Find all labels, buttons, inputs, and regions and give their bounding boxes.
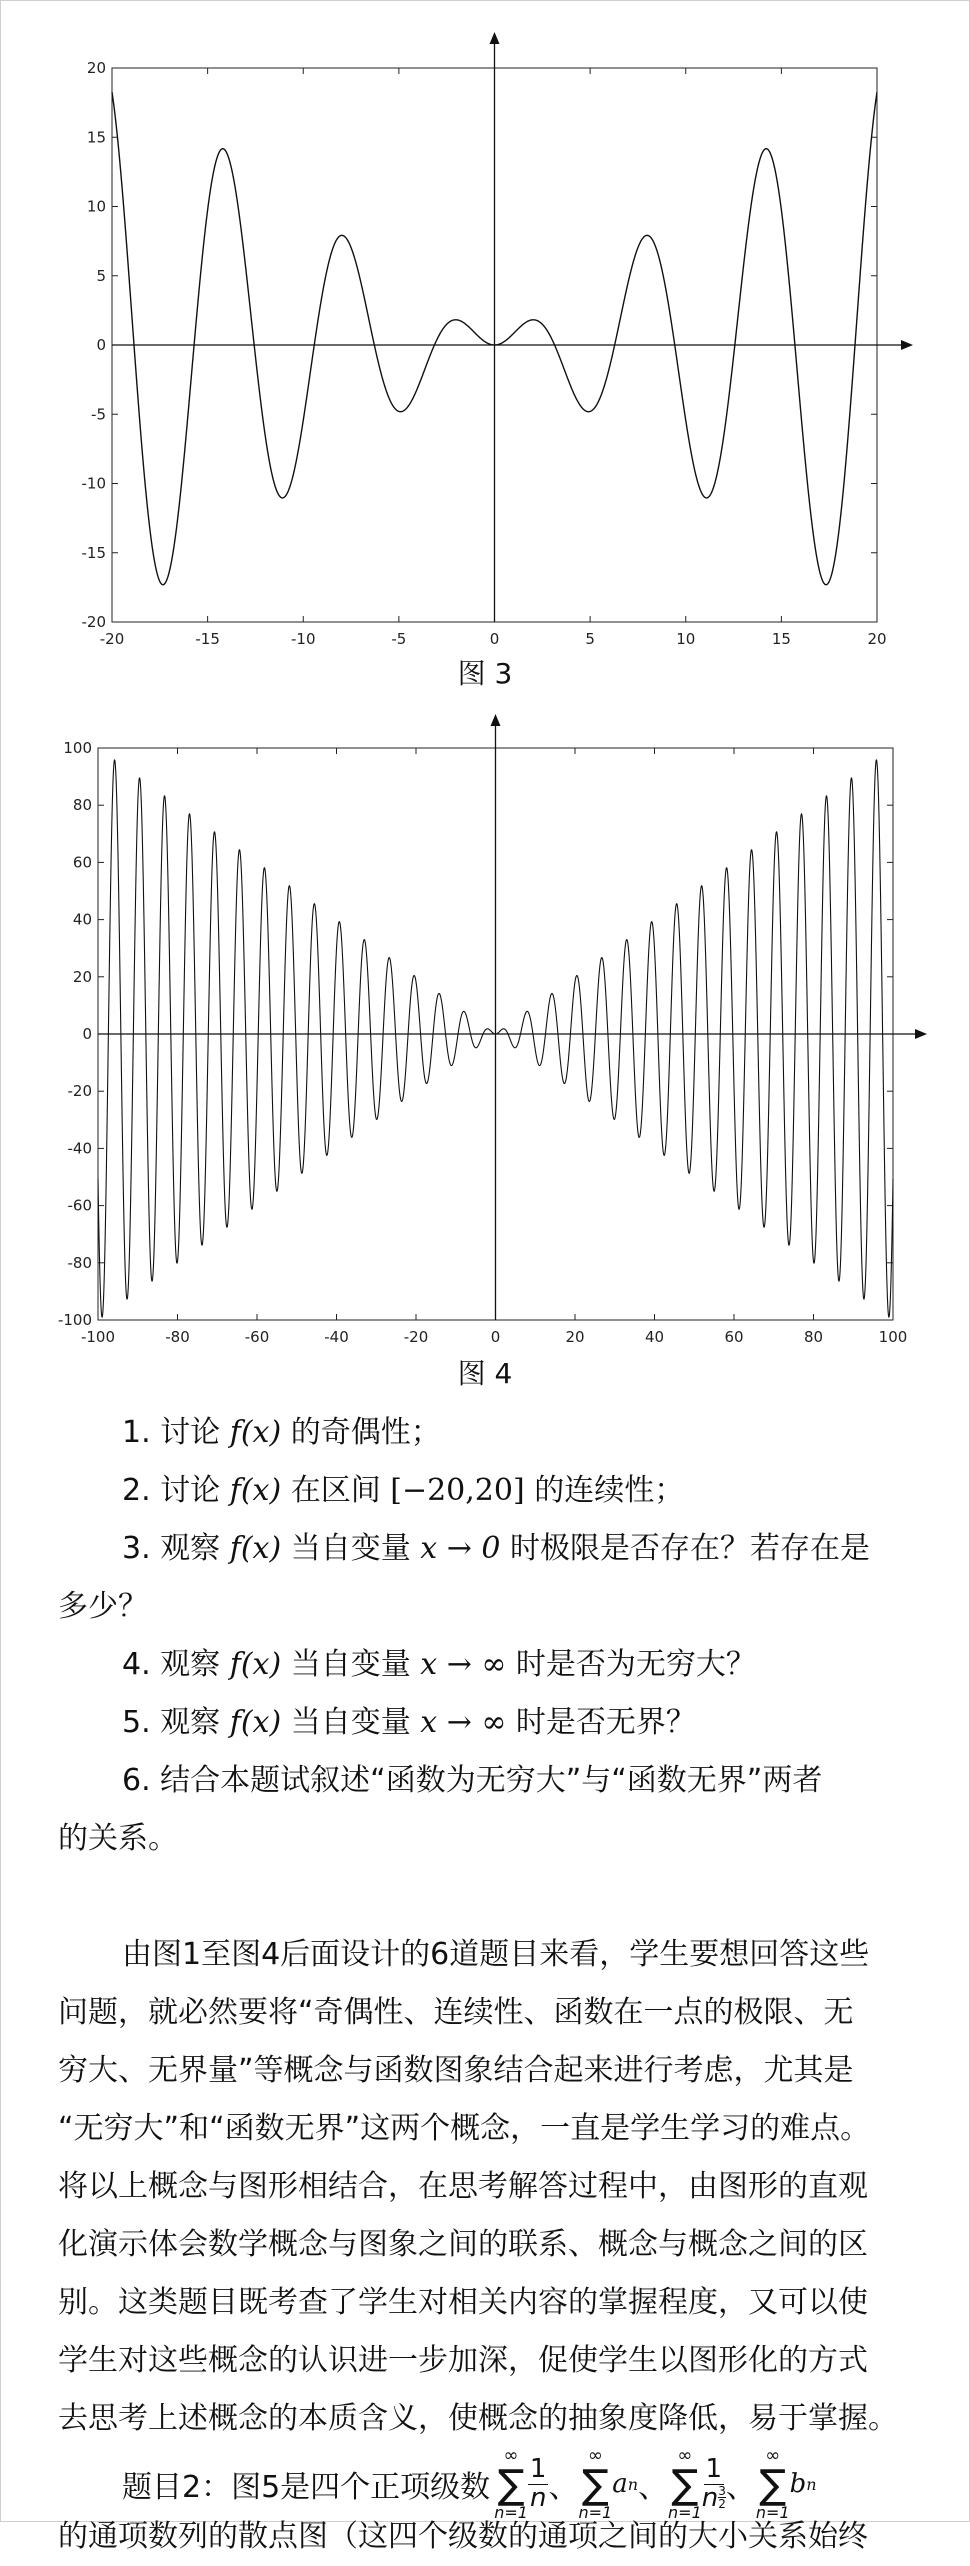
- x-tick-label: 100: [878, 1328, 908, 1346]
- sum-1-over-n: ∞ ∑ n=1: [494, 2445, 528, 2522]
- y-tick-label: 60: [72, 853, 92, 872]
- y-tick-label: -40: [67, 1139, 92, 1158]
- paragraph-line: 化演示体会数学概念与图象之间的联系、概念与概念之间的区: [58, 2227, 868, 2262]
- x-tick-label: 15: [771, 630, 791, 648]
- q2-func: f(x): [229, 1473, 282, 1508]
- figure-4-caption: 图 4: [457, 1357, 513, 1390]
- q1-suffix: 的奇偶性；: [290, 1415, 441, 1450]
- term-b: b: [789, 2469, 807, 2499]
- q2-interval: [−20,20]: [390, 1473, 525, 1508]
- discussion-paragraph: [58, 1926, 938, 2448]
- q3-func: f(x): [229, 1531, 282, 1566]
- topic-2-prefix: 题目2：图5是四个正项级数: [122, 2470, 491, 2505]
- term-a-sub: n: [627, 2474, 639, 2494]
- paragraph-line: 学生对这些概念的认识进一步加深，促使学生以图形化的方式: [58, 2343, 868, 2378]
- y-tick-label: 15: [86, 128, 106, 147]
- q4-prefix: 4. 观察: [122, 1647, 221, 1682]
- y-tick-label: -10: [81, 474, 106, 493]
- paragraph-line: 别。这类题目既考查了学生对相关内容的掌握程度，又可以使: [58, 2285, 868, 2320]
- x-tick-label: 40: [644, 1328, 665, 1346]
- y-tick-label: -60: [67, 1196, 92, 1215]
- q5-limit: x → ∞: [420, 1705, 507, 1740]
- figure-3-plot: [0, 0, 970, 700]
- y-axis-arrow: [490, 32, 500, 44]
- x-tick-label: 10: [676, 630, 696, 648]
- sep: 、: [548, 2470, 579, 2505]
- figure-4: [0, 700, 970, 1390]
- x-tick-label: 60: [724, 1328, 744, 1346]
- paragraph-line: 将以上概念与图形相结合，在思考解答过程中，由图形的直观: [58, 2169, 868, 2204]
- q1-func: f(x): [229, 1415, 282, 1450]
- paragraph-line: 由图1至图4后面设计的6道题目来看，学生要想回答这些: [122, 1937, 870, 1972]
- sep: 、: [638, 2470, 669, 2505]
- question-3: [58, 1520, 938, 1578]
- sum-1-over-n-3-2: ∞ ∑ n=1: [668, 2445, 702, 2522]
- sum-a-n: ∞ ∑ n=1: [578, 2445, 613, 2522]
- y-tick-label: -100: [57, 1311, 92, 1329]
- x-tick-label: -60: [244, 1328, 270, 1346]
- x-tick-label: -100: [80, 1328, 116, 1346]
- x-axis-arrow: [901, 340, 913, 350]
- paragraph-line: 去思考上述概念的本质含义，使概念的抽象度降低，易于掌握。: [58, 2401, 898, 2436]
- y-tick-label: 10: [86, 197, 106, 216]
- y-tick-label: 0: [82, 1025, 92, 1043]
- y-axis-arrow: [491, 714, 501, 726]
- term-b-sub: n: [806, 2474, 817, 2494]
- x-tick-label: -20: [99, 630, 125, 648]
- figure-4-plot: [0, 700, 970, 1390]
- y-tick-label: 40: [72, 910, 92, 929]
- question-6: 6. 结合本题试叙述“函数为无穷大”与“函数无界”两者: [122, 1763, 823, 1798]
- x-tick-label: 0: [489, 630, 500, 648]
- q3-limit: x → 0: [420, 1531, 501, 1566]
- y-tick-label: -5: [91, 405, 106, 424]
- frac-1-n32: 1 n $^{\frac{3}{2}}$: [701, 2454, 726, 2513]
- q3-prefix: 3. 观察: [122, 1531, 221, 1566]
- paragraph-line: 穷大、无界量”等概念与函数图象结合起来进行考虑，尤其是: [58, 2053, 854, 2088]
- x-tick-label: -15: [195, 630, 220, 648]
- x-tick-label: 20: [565, 1328, 585, 1346]
- y-tick-label: 5: [96, 266, 106, 285]
- topic-2: [58, 2444, 938, 2566]
- y-tick-label: -80: [67, 1253, 92, 1272]
- x-tick-label: -20: [403, 1328, 429, 1346]
- y-tick-label: 80: [72, 796, 92, 815]
- q5-func: f(x): [229, 1705, 282, 1740]
- question-6-line2: 的关系。: [58, 1821, 178, 1856]
- paragraph-line: 问题，就必然要将“奇偶性、连续性、函数在一点的极限、无: [58, 1995, 854, 2030]
- q3-suffix: 时极限是否存在？若存在是: [510, 1531, 871, 1566]
- x-tick-label: -10: [291, 630, 316, 648]
- q2-mid: 在区间: [290, 1473, 381, 1508]
- question-3-line2: 多少？: [58, 1589, 148, 1624]
- frac-1-n: $\frac{1}{n}$: [529, 2454, 547, 2513]
- x-tick-label: 5: [585, 630, 595, 648]
- q5-mid: 当自变量: [290, 1705, 411, 1740]
- q2-suffix: 的连续性；: [534, 1473, 685, 1508]
- x-tick-label: 80: [803, 1328, 824, 1346]
- question-5: [58, 1694, 938, 1752]
- y-tick-label: 0: [96, 336, 106, 354]
- figure-3: [0, 0, 970, 700]
- x-tick-label: 0: [490, 1328, 501, 1346]
- q5-prefix: 5. 观察: [122, 1705, 221, 1740]
- q1-prefix: 1. 讨论: [122, 1415, 221, 1450]
- q4-mid: 当自变量: [290, 1647, 411, 1682]
- q3-mid: 当自变量: [290, 1531, 411, 1566]
- y-tick-label: -20: [67, 1082, 92, 1101]
- x-tick-label: -40: [324, 1328, 349, 1346]
- question-2: [58, 1462, 938, 1520]
- q4-suffix: 时是否为无穷大？: [515, 1647, 756, 1682]
- y-tick-label: 20: [86, 59, 106, 77]
- x-tick-label: -80: [165, 1328, 190, 1346]
- figure-3-caption: 图 3: [457, 657, 513, 690]
- sep: 、: [725, 2470, 756, 2505]
- q5-suffix: 时是否无界？: [515, 1705, 696, 1740]
- y-tick-label: 20: [72, 967, 92, 986]
- x-tick-label: -5: [391, 630, 407, 648]
- x-tick-label: 20: [867, 630, 887, 648]
- question-4: [58, 1636, 938, 1694]
- q4-limit: x → ∞: [420, 1647, 507, 1682]
- paragraph-line: “无穷大”和“函数无界”这两个概念，一直是学生学习的难点。: [58, 2111, 871, 2146]
- q4-func: f(x): [229, 1647, 282, 1682]
- q2-prefix: 2. 讨论: [122, 1473, 221, 1508]
- term-a: a: [612, 2469, 628, 2499]
- y-tick-label: -20: [81, 613, 106, 631]
- topic-2-line2: 的通项数列的散点图（这四个级数的通项之间的大小关系始终: [58, 2519, 868, 2554]
- y-tick-label: 100: [63, 739, 92, 757]
- question-1: [58, 1404, 938, 1462]
- questions: [58, 1404, 938, 1868]
- y-tick-label: -15: [81, 543, 106, 562]
- x-axis-arrow: [915, 1029, 927, 1039]
- sum-b-n: ∞ ∑ n=1: [755, 2445, 790, 2522]
